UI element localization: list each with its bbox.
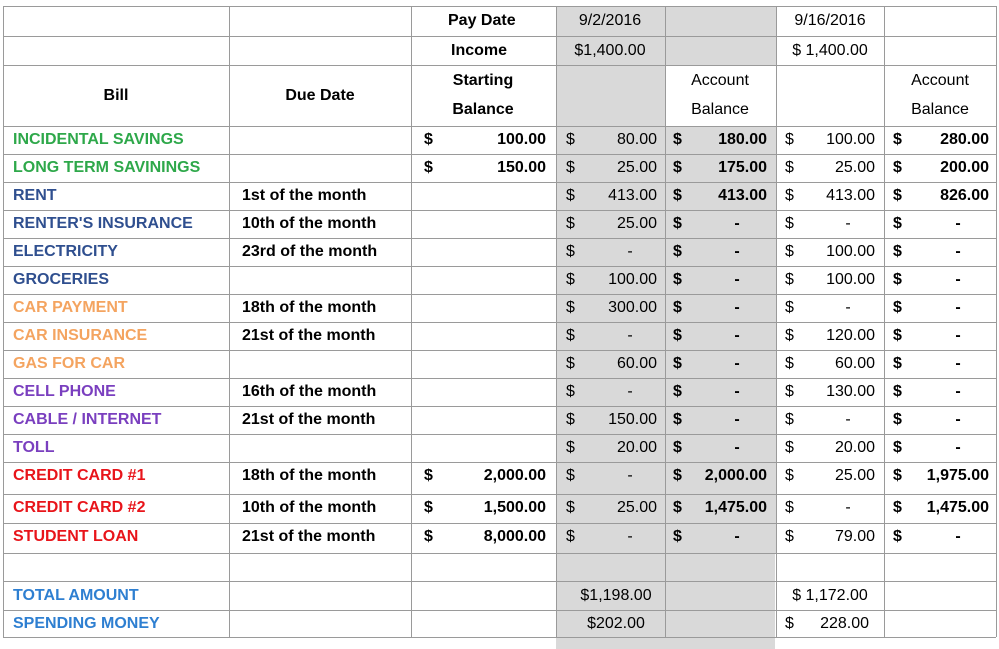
currency-sign: $ <box>673 131 682 148</box>
currency-sign: $ <box>566 299 575 316</box>
balance-1: - <box>734 299 740 316</box>
payment-2: 100.00 <box>826 271 875 288</box>
grid-row-line <box>3 238 996 239</box>
starting-balance: 150.00 <box>497 159 546 176</box>
balance-2: - <box>955 271 961 288</box>
currency-sign: $ <box>893 271 902 288</box>
bill-header: Bill <box>103 87 129 104</box>
grid-row-line <box>3 581 996 582</box>
currency-sign: $ <box>566 131 575 148</box>
currency-sign: $ <box>785 499 794 516</box>
currency-sign: $ <box>566 499 575 516</box>
due-date: 18th of the month <box>242 467 377 484</box>
grid-row-line <box>3 126 996 127</box>
due-date: 1st of the month <box>242 187 367 204</box>
spending-money-1: $202.00 <box>587 615 645 632</box>
currency-sign: $ <box>673 383 682 400</box>
balance-2: - <box>955 528 961 545</box>
income-1: $1,400.00 <box>574 42 646 59</box>
spending-money-label: SPENDING MONEY <box>13 615 160 632</box>
currency-sign: $ <box>893 299 902 316</box>
total-amount-label: TOTAL AMOUNT <box>13 587 139 604</box>
payment-2: 130.00 <box>826 383 875 400</box>
currency-sign: $ <box>673 243 682 260</box>
bill-name: GROCERIES <box>13 271 110 288</box>
currency-sign: $ <box>893 131 902 148</box>
due-date: 23rd of the month <box>242 243 378 260</box>
currency-sign: $ <box>566 528 575 545</box>
starting-balance: 100.00 <box>497 131 546 148</box>
payment-1: 25.00 <box>616 215 657 232</box>
balance-2: - <box>955 355 961 372</box>
currency-sign: $ <box>785 215 794 232</box>
account-header-1: Account <box>691 72 749 89</box>
currency-sign: $ <box>673 215 682 232</box>
grid-row-line <box>3 350 996 351</box>
payment-1: 60.00 <box>616 355 657 372</box>
currency-sign: $ <box>673 271 682 288</box>
payment-2: - <box>845 411 851 428</box>
payment-1: - <box>627 467 633 484</box>
balance-2: - <box>955 411 961 428</box>
payment-2: - <box>845 215 851 232</box>
balance-2: - <box>955 243 961 260</box>
payment-2: - <box>845 299 851 316</box>
currency-sign: $ <box>673 467 682 484</box>
grid-row-line <box>3 523 996 524</box>
balance-1: 180.00 <box>718 131 767 148</box>
due-date: 21st of the month <box>242 327 376 344</box>
due-date: 16th of the month <box>242 383 377 400</box>
pay-date-1: 9/2/2016 <box>578 12 642 29</box>
grid-row-line <box>3 637 996 638</box>
spending-money-2-currency: $ <box>785 615 794 632</box>
currency-sign: $ <box>424 159 433 176</box>
currency-sign: $ <box>893 411 902 428</box>
bill-name: RENTER'S INSURANCE <box>13 215 193 232</box>
payment-2: 413.00 <box>826 187 875 204</box>
balance-2: 1,975.00 <box>926 467 989 484</box>
grid-row-line <box>3 610 996 611</box>
bill-name: STUDENT LOAN <box>13 528 139 545</box>
currency-sign: $ <box>566 271 575 288</box>
currency-sign: $ <box>673 355 682 372</box>
payment-2: 25.00 <box>834 467 875 484</box>
payment-2: 25.00 <box>834 159 875 176</box>
starting-balance: 8,000.00 <box>483 528 546 545</box>
balance-1: - <box>734 271 740 288</box>
currency-sign: $ <box>673 327 682 344</box>
spending-money-2: 228.00 <box>820 615 869 632</box>
currency-sign: $ <box>893 187 902 204</box>
currency-sign: $ <box>785 467 794 484</box>
currency-sign: $ <box>673 528 682 545</box>
currency-sign: $ <box>566 243 575 260</box>
payment-1: 80.00 <box>616 131 657 148</box>
currency-sign: $ <box>785 439 794 456</box>
balance-1: 175.00 <box>718 159 767 176</box>
currency-sign: $ <box>785 243 794 260</box>
currency-sign: $ <box>785 383 794 400</box>
balance-1: - <box>734 327 740 344</box>
currency-sign: $ <box>785 187 794 204</box>
bill-name: LONG TERM SAVININGS <box>13 159 201 176</box>
pay-date-2: 9/16/2016 <box>794 12 866 29</box>
bill-name: INCIDENTAL SAVINGS <box>13 131 184 148</box>
currency-sign: $ <box>785 355 794 372</box>
currency-sign: $ <box>785 327 794 344</box>
currency-sign: $ <box>893 215 902 232</box>
currency-sign: $ <box>893 467 902 484</box>
currency-sign: $ <box>566 411 575 428</box>
payment-1: 150.00 <box>608 411 657 428</box>
due-date: 21st of the month <box>242 528 376 545</box>
total-amount-1: $1,198.00 <box>580 587 652 604</box>
starting-balance: 1,500.00 <box>483 499 546 516</box>
due-date: 10th of the month <box>242 215 377 232</box>
currency-sign: $ <box>566 355 575 372</box>
balance-1: - <box>734 439 740 456</box>
payment-2: 120.00 <box>826 327 875 344</box>
grid-row-line <box>3 553 996 554</box>
payment-2: - <box>845 499 851 516</box>
grid-row-line <box>3 266 996 267</box>
balance-2: - <box>955 327 961 344</box>
currency-sign: $ <box>673 159 682 176</box>
currency-sign: $ <box>566 327 575 344</box>
balance-2: 826.00 <box>940 187 989 204</box>
grid-row-line <box>3 154 996 155</box>
currency-sign: $ <box>424 528 433 545</box>
currency-sign: $ <box>785 159 794 176</box>
currency-sign: $ <box>893 355 902 372</box>
bill-name: TOLL <box>13 439 55 456</box>
payment-1: - <box>627 243 633 260</box>
balance-2: - <box>955 383 961 400</box>
currency-sign: $ <box>893 243 902 260</box>
grid-row-line <box>3 182 996 183</box>
currency-sign: $ <box>566 159 575 176</box>
income-label: Income <box>451 42 508 59</box>
payment-1: 25.00 <box>616 159 657 176</box>
balance-1: - <box>734 355 740 372</box>
due-date-header: Due Date <box>285 87 355 104</box>
bill-name: CELL PHONE <box>13 383 116 400</box>
currency-sign: $ <box>566 215 575 232</box>
starting-balance: 2,000.00 <box>483 467 546 484</box>
balance-1: - <box>734 383 740 400</box>
balance-1: - <box>734 243 740 260</box>
due-date: 21st of the month <box>242 411 376 428</box>
payment-1: 300.00 <box>608 299 657 316</box>
bill-name: GAS FOR CAR <box>13 355 125 372</box>
currency-sign: $ <box>785 528 794 545</box>
income-2: $ 1,400.00 <box>792 42 868 59</box>
grid-row-line <box>3 434 996 435</box>
currency-sign: $ <box>785 131 794 148</box>
grid-row-line <box>3 462 996 463</box>
currency-sign: $ <box>673 411 682 428</box>
currency-sign: $ <box>566 187 575 204</box>
currency-sign: $ <box>893 528 902 545</box>
payment-1: 100.00 <box>608 271 657 288</box>
balance-2: 1,475.00 <box>926 499 989 516</box>
grid-row-line <box>3 6 996 7</box>
grid-row-line <box>3 294 996 295</box>
balance-header-1: Balance <box>691 101 749 118</box>
currency-sign: $ <box>893 499 902 516</box>
payment-1: - <box>627 327 633 344</box>
balance-1: - <box>734 528 740 545</box>
currency-sign: $ <box>893 383 902 400</box>
currency-sign: $ <box>673 299 682 316</box>
currency-sign: $ <box>566 383 575 400</box>
currency-sign: $ <box>785 411 794 428</box>
currency-sign: $ <box>893 439 902 456</box>
currency-sign: $ <box>785 299 794 316</box>
starting-header: Starting <box>452 72 514 89</box>
grid-row-line <box>3 494 996 495</box>
currency-sign: $ <box>424 131 433 148</box>
currency-sign: $ <box>893 327 902 344</box>
bill-name: RENT <box>13 187 57 204</box>
balance-2: - <box>955 439 961 456</box>
currency-sign: $ <box>673 439 682 456</box>
grid-row-line <box>3 210 996 211</box>
bill-name: CAR INSURANCE <box>13 327 148 344</box>
currency-sign: $ <box>566 439 575 456</box>
payment-2: 100.00 <box>826 131 875 148</box>
grid-row-line <box>3 65 996 66</box>
currency-sign: $ <box>566 467 575 484</box>
payment-1: 20.00 <box>616 439 657 456</box>
payment-1: - <box>627 383 633 400</box>
due-date: 18th of the month <box>242 299 377 316</box>
grid-row-line <box>3 36 996 37</box>
payment-1: 25.00 <box>616 499 657 516</box>
payment-2: 79.00 <box>834 528 875 545</box>
pay-date-label: Pay Date <box>448 12 516 29</box>
balance-1: 2,000.00 <box>704 467 767 484</box>
balance-1: 1,475.00 <box>704 499 767 516</box>
starting-balance-header: Balance <box>452 101 514 118</box>
grid-row-line <box>3 378 996 379</box>
grid-row-line <box>3 406 996 407</box>
currency-sign: $ <box>424 499 433 516</box>
balance-1: - <box>734 411 740 428</box>
balance-1: - <box>734 215 740 232</box>
currency-sign: $ <box>424 467 433 484</box>
currency-sign: $ <box>673 499 682 516</box>
bill-name: CREDIT CARD #2 <box>13 499 146 516</box>
payment-2: 100.00 <box>826 243 875 260</box>
total-amount-2: $ 1,172.00 <box>792 587 868 604</box>
grid-col-line <box>3 6 4 637</box>
currency-sign: $ <box>673 187 682 204</box>
payment-1: 413.00 <box>608 187 657 204</box>
currency-sign: $ <box>785 271 794 288</box>
bill-name: CREDIT CARD #1 <box>13 467 146 484</box>
bill-name: ELECTRICITY <box>13 243 118 260</box>
bill-name: CABLE / INTERNET <box>13 411 162 428</box>
balance-2: 280.00 <box>940 131 989 148</box>
payment-1: - <box>627 528 633 545</box>
due-date: 10th of the month <box>242 499 377 516</box>
balance-header-2: Balance <box>911 101 969 118</box>
payment-2: 20.00 <box>834 439 875 456</box>
balance-1: 413.00 <box>718 187 767 204</box>
currency-sign: $ <box>893 159 902 176</box>
bill-name: CAR PAYMENT <box>13 299 128 316</box>
grid-row-line <box>3 322 996 323</box>
balance-2: - <box>955 215 961 232</box>
payment-2: 60.00 <box>834 355 875 372</box>
balance-2: - <box>955 299 961 316</box>
account-header-2: Account <box>911 72 969 89</box>
balance-2: 200.00 <box>940 159 989 176</box>
